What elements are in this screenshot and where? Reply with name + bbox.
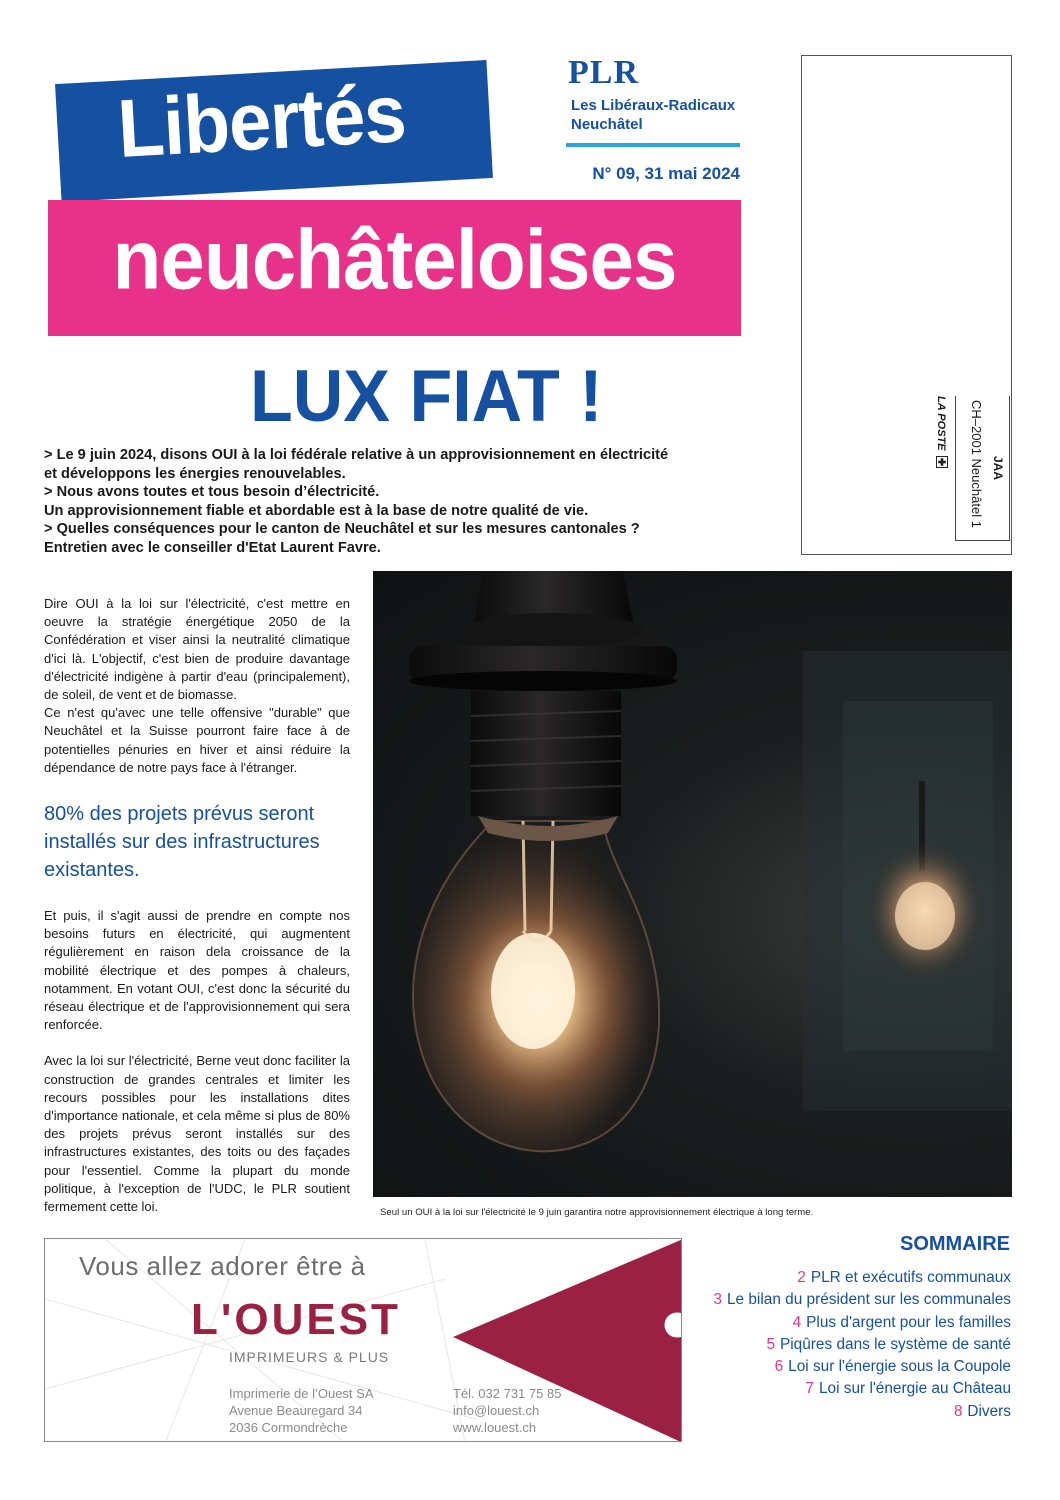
sommaire-item[interactable] bbox=[690, 1312, 1011, 1334]
ad-address-line: Avenue Beauregard 34 bbox=[229, 1403, 363, 1418]
sommaire-item[interactable] bbox=[690, 1356, 1011, 1378]
lead-line: Un approvisionnement fiable et abordable est à la base de notre qualité de vie. bbox=[44, 502, 589, 519]
lead-line: > Nous avons toutes et tous besoin d’électricité. bbox=[44, 484, 380, 501]
sommaire-page-number: 2 bbox=[797, 1269, 806, 1286]
issue-number: N° 09, 31 mai 2024 bbox=[592, 164, 740, 183]
ad-address bbox=[229, 1385, 374, 1436]
article-paragraph: Ce n'est qu'avec une telle offensive "durable" que Neuchâtel et la Suisse pourront faire face à de potentielles pénuries en hiver et ainsi réduire la dépendance de notre pays face à l'étranger. bbox=[44, 705, 350, 775]
masthead-title-line2: neuchâteloises bbox=[112, 212, 677, 307]
stamp-city: CH–2001 Neuchâtel 1 bbox=[969, 400, 984, 528]
sommaire-item[interactable] bbox=[690, 1401, 1011, 1423]
article-body bbox=[44, 907, 350, 1216]
sommaire-title: SOMMAIRE bbox=[900, 1233, 1010, 1255]
sommaire-page-number: 4 bbox=[792, 1313, 802, 1331]
photo-caption: Seul un OUI à la loi sur l'électricité le 9 juin garantira notre approvisionnement électrique à long terme. bbox=[380, 1207, 814, 1218]
sommaire-list bbox=[690, 1267, 1011, 1423]
sommaire-page-number: 7 bbox=[805, 1380, 814, 1398]
article-intro bbox=[44, 595, 350, 777]
party-name bbox=[571, 96, 735, 134]
postage-stamp bbox=[925, 396, 1010, 541]
stamp-jaa: JAA bbox=[991, 456, 1005, 481]
sommaire-item-label: PLR et exécutifs communaux bbox=[810, 1269, 1011, 1286]
ad-address-line: 2036 Cormondrèche bbox=[229, 1420, 348, 1435]
stamp-frame bbox=[955, 396, 1010, 541]
sommaire-item-label: Le bilan du président sur les communales bbox=[726, 1291, 1011, 1309]
party-rule bbox=[566, 143, 740, 147]
sommaire-page-number: 5 bbox=[766, 1335, 775, 1353]
article-paragraph: Et puis, il s'agit aussi de prendre en compte nos besoins futurs en électricité, qui augmentent régulièrement en raison dela croissance de la mobilité électrique et des pompes à chaleurs, notamment. En votant OUI, c'est donc la sécurité du réseau électrique et de l'approvisionnement qui sera renforcée. bbox=[44, 908, 350, 1033]
lead-line: > Le 9 juin 2024, disons OUI à la loi fédérale relative à un approvisionnement en électricité bbox=[44, 447, 669, 463]
article-paragraph: Dire OUI à la loi sur l'électricité, c'est mettre en oeuvre la stratégie énergétique 2050 de la Confédération et viser ainsi la neutralité climatique d'ici là. L'objectif, c'est bien de produire davantage d'électricité indigène à partir d'eau (principalement), de soleil, de vent et de biomasse. bbox=[44, 596, 350, 703]
ad-address-line: Imprimerie de l’Ouest SA bbox=[229, 1386, 374, 1401]
light-bulb-illustration bbox=[373, 571, 1012, 1197]
sommaire-item[interactable] bbox=[690, 1289, 1011, 1311]
louest-logo: L'OUEST bbox=[191, 1295, 401, 1344]
advertisement-louest[interactable] bbox=[44, 1238, 682, 1442]
sommaire-page-number: 3 bbox=[713, 1291, 722, 1309]
sommaire-page-number: 8 bbox=[953, 1402, 963, 1420]
ad-website-link[interactable]: www.louest.ch bbox=[453, 1420, 537, 1435]
sommaire-item[interactable] bbox=[690, 1378, 1011, 1400]
sommaire-item-label: Plus d'argent pour les familles bbox=[806, 1313, 1011, 1331]
party-name-line2: Neuchâtel bbox=[571, 116, 643, 133]
la-poste-label: LA POSTE bbox=[935, 396, 947, 451]
sommaire-item[interactable] bbox=[690, 1334, 1011, 1356]
sommaire-item-label: Loi sur l'énergie sous la Coupole bbox=[788, 1358, 1011, 1376]
light-bulb-photo bbox=[373, 571, 1012, 1197]
ad-contact bbox=[453, 1385, 561, 1436]
sommaire-item[interactable] bbox=[690, 1267, 1011, 1289]
ad-email[interactable]: info@louest.ch bbox=[453, 1403, 540, 1418]
headline: LUX FIAT ! bbox=[250, 355, 603, 437]
sommaire-item-label: Loi sur l'énergie au Château bbox=[818, 1380, 1011, 1398]
sommaire-page-number: 6 bbox=[774, 1358, 784, 1376]
ad-subtitle: IMPRIMEURS & PLUS bbox=[229, 1349, 390, 1365]
lead-line: et développons les énergies renouvelables. bbox=[44, 465, 346, 482]
lead-line: > Quelles conséquences pour le canton de Neuchâtel et sur les mesures cantonales ? bbox=[44, 521, 640, 538]
swiss-cross-icon bbox=[936, 456, 948, 468]
ad-phone: Tél. 032 731 75 85 bbox=[453, 1386, 562, 1401]
la-poste-logo bbox=[935, 396, 948, 468]
plr-logo: PLR bbox=[568, 54, 639, 91]
sommaire-item-label: Divers bbox=[967, 1402, 1011, 1420]
ad-title: Vous allez adorer être à bbox=[79, 1251, 366, 1281]
masthead-title-line1: Libertés bbox=[115, 67, 408, 176]
pull-quote: 80% des projets prévus seront installés sur des infrastructures existantes. bbox=[44, 803, 320, 881]
party-name-line1: Les Libéraux-Radicaux bbox=[571, 97, 736, 114]
lead-line: Entretien avec le conseiller d'Etat Laurent Favre. bbox=[44, 539, 381, 556]
lead-text bbox=[44, 446, 744, 558]
article-paragraph: Avec la loi sur l'électricité, Berne veut donc faciliter la construction de grandes centrales et limiter les recours possibles pour les installations dites d'importance nationale, et cela même si plus de 80% des projets prévus seront installés sur des infrastructures existantes, des toits ou des façades pour l'essentiel. Comme la plupart du monde politique, à l'exception de l'UDC, le PLR soutient fermement cette loi. bbox=[44, 1053, 350, 1215]
sommaire-item-label: Piqûres dans le système de santé bbox=[780, 1335, 1011, 1353]
